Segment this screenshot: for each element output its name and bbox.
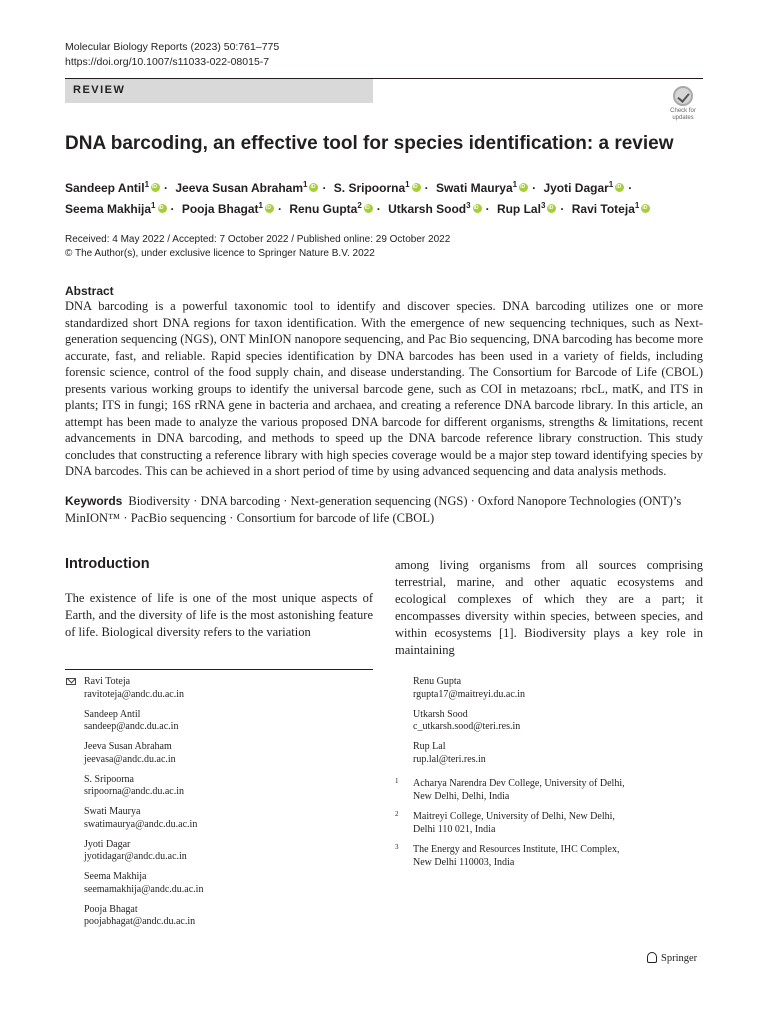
author-name: Sandeep Antil <box>65 181 145 195</box>
author-name: S. Sripoorna <box>333 181 406 195</box>
publication-dates <box>65 233 450 261</box>
affiliation-line: New Delhi 110003, India <box>413 856 515 868</box>
contact-list-right <box>395 676 715 774</box>
footnote-rule <box>65 669 373 670</box>
contact-entry <box>65 774 385 799</box>
affiliation-list <box>395 778 695 877</box>
author-entry[interactable] <box>182 202 274 216</box>
contact-name: Sandeep Antil <box>84 708 141 720</box>
author-entry[interactable] <box>543 181 624 195</box>
author-name: Ravi Toteja <box>571 202 635 216</box>
contact-email[interactable]: c_utkarsh.sood@teri.res.in <box>413 721 521 732</box>
author-separator: · <box>628 181 633 195</box>
author-entry[interactable] <box>572 202 651 216</box>
author-name: Pooja Bhagat <box>181 202 259 216</box>
journal-header <box>65 40 279 70</box>
author-separator: · <box>170 202 175 216</box>
author-affiliation-number: 1 <box>303 180 308 189</box>
contact-name: Rup Lal <box>413 741 446 752</box>
author-affiliation-number: 1 <box>258 201 263 210</box>
contact-name: Jyoti Dagar <box>84 838 131 850</box>
keywords-section <box>65 493 703 526</box>
author-separator: · <box>376 202 381 216</box>
header-rule <box>373 78 703 79</box>
author-name: Swati Maurya <box>435 181 513 195</box>
author-entry[interactable] <box>388 202 481 216</box>
check-updates-line1: Check for <box>670 108 696 114</box>
contact-list-left <box>65 676 385 936</box>
orcid-icon[interactable] <box>519 183 528 192</box>
check-updates-icon <box>673 86 693 106</box>
author-separator: · <box>164 181 169 195</box>
contact-entry <box>395 741 715 766</box>
article-title: DNA barcoding, an effective tool for species identification: a review <box>65 133 674 154</box>
contact-entry <box>395 676 715 701</box>
contact-email[interactable]: rup.lal@teri.res.in <box>413 753 486 765</box>
contact-entry <box>65 806 385 831</box>
author-separator: · <box>424 181 429 195</box>
orcid-icon[interactable] <box>412 183 421 192</box>
orcid-icon[interactable] <box>641 204 650 213</box>
contact-email[interactable]: seemamakhija@andc.du.ac.in <box>84 883 204 895</box>
contact-email[interactable]: sandeep@andc.du.ac.in <box>84 721 179 732</box>
affiliation-line: Acharya Narendra Dev College, University of Delhi, <box>413 778 625 789</box>
contact-name: Renu Gupta <box>413 676 462 687</box>
contact-name: Pooja Bhagat <box>84 903 138 915</box>
contact-entry <box>65 676 385 701</box>
author-entry[interactable] <box>65 181 160 195</box>
contact-email[interactable]: poojabhagat@andc.du.ac.in <box>84 916 196 927</box>
author-entry[interactable] <box>497 202 556 216</box>
contact-name: Jeeva Susan Abraham <box>84 741 172 752</box>
abstract-text: DNA barcoding is a powerful taxonomic tool to identify and discover species. DNA barcoding utilizes one or more standardized short DNA regions for taxon identification. With the emergence of new sequencing techniques, such as Next-generation sequencing (NGS), ONT MinION nanopore sequencing, and Pac Bio sequencing, DNA barcoding has become more accurate, fast, and reliable. Rapid species identification by DNA barcodes has been used in a variety of fields, including forensic science, control of the food supply chain, and disease understanding. The Consortium for Barcode of Life (CBOL) presents various working groups to identify the universal barcode gene, such as COI in metazoans; rbcL, matK, and ITS in plants; ITS in fungi; 16S rRNA gene in bacteria and archaea, and creating a reference DNA barcode library. In this article, an attempt has been made to analyze the various proposed DNA barcode for different organisms, strengths & limitations, recent advancements in DNA barcoding, and methods to speed up the DNA barcode reference library construction. This study concludes that constructing a reference library with high species coverage would be a major step toward identifying species by DNA barcodes. This can be achieved in a short period of time by using advanced sequencing and data analysis methods. <box>65 299 703 478</box>
contact-entry <box>65 871 385 896</box>
author-entry[interactable] <box>334 181 421 195</box>
affiliation-entry <box>395 811 695 836</box>
affiliation-line: New Delhi, Delhi, India <box>413 790 510 802</box>
orcid-icon[interactable] <box>158 204 167 213</box>
author-entry[interactable] <box>175 181 318 195</box>
orcid-icon[interactable] <box>364 204 373 213</box>
author-affiliation-number: 1 <box>151 201 156 210</box>
author-entry[interactable] <box>289 202 372 216</box>
author-affiliation-number: 1 <box>144 180 150 189</box>
publisher-name: Springer <box>661 953 698 964</box>
author-name: Utkarsh Sood <box>388 202 467 216</box>
affiliation-entry <box>395 778 695 803</box>
author-affiliation-number: 1 <box>608 180 614 189</box>
author-name: Seema Makhija <box>65 202 152 216</box>
contact-name: S. Sripoorna <box>84 773 134 785</box>
introduction-text-left: The existence of life is one of the most unique aspects of Earth, and the diversity of life is the most astonishing feature of life. Biological diversity refers to the variation <box>65 591 373 639</box>
contact-entry <box>395 709 715 734</box>
author-separator: · <box>485 202 490 216</box>
contact-entry <box>65 709 385 734</box>
publication-history: Received: 4 May 2022 / Accepted: 7 October 2022 / Published online: 29 October 2022 <box>65 234 451 245</box>
introduction-text-right: among living organisms from all sources comprising terrestrial, marine, and other aquatic ecosystems and ecological complexes of which they are a part; it encompasses diversity within species, between species, and within ecosystems [1]. Biodiversity plays a key role in maintaining <box>395 558 703 657</box>
author-name: Jyoti Dagar <box>543 181 609 195</box>
keywords-text: Biodiversity · DNA barcoding · Next-generation sequencing (NGS) · Oxford Nanopore Technologies (ONT)’s MinION™ · PacBio sequencing · Consortium for barcode of life (CBOL) <box>65 494 682 525</box>
author-name: Renu Gupta <box>289 202 358 216</box>
orcid-icon[interactable] <box>265 204 274 213</box>
orcid-icon[interactable] <box>473 204 482 213</box>
contact-entry <box>65 839 385 864</box>
contact-entry <box>65 904 385 929</box>
check-updates-line2: updates <box>672 115 694 121</box>
author-separator: · <box>560 202 565 216</box>
author-affiliation-number: 3 <box>466 201 471 210</box>
contact-email[interactable]: sripoorna@andc.du.ac.in <box>84 786 185 797</box>
journal-citation: Molecular Biology Reports (2023) 50:761–775 <box>65 41 280 53</box>
affiliation-entry <box>395 844 695 869</box>
springer-horse-icon <box>647 952 657 963</box>
orcid-icon[interactable] <box>615 183 624 192</box>
affiliation-number: 1 <box>395 777 399 785</box>
contact-entry <box>65 741 385 766</box>
introduction-heading: Introduction <box>65 556 150 572</box>
publisher-logo <box>647 952 697 964</box>
author-list <box>65 176 705 218</box>
author-affiliation-number: 2 <box>357 201 362 210</box>
doi-link[interactable]: https://doi.org/10.1007/s11033-022-08015-7 <box>65 56 270 68</box>
author-affiliation-number: 3 <box>540 201 546 210</box>
article-type-label: REVIEW <box>73 84 126 96</box>
contact-name: Seema Makhija <box>84 871 147 882</box>
affiliation-line: Delhi 110 021, India <box>413 823 496 835</box>
keywords-label: Keywords <box>65 494 123 508</box>
abstract-heading: Abstract <box>65 284 114 298</box>
author-separator: · <box>277 202 282 216</box>
contact-email[interactable]: jeevasa@andc.du.ac.in <box>84 753 176 765</box>
author-separator: · <box>322 181 327 195</box>
affiliation-line: The Energy and Resources Institute, IHC Complex, <box>413 844 620 855</box>
copyright-notice: © The Author(s), under exclusive licence to Springer Nature B.V. 2022 <box>65 248 375 259</box>
article-type-bar <box>65 78 373 103</box>
contact-email[interactable]: jyotidagar@andc.du.ac.in <box>84 851 187 862</box>
author-affiliation-number: 1 <box>512 180 518 189</box>
envelope-icon <box>66 678 76 685</box>
contact-name: Ravi Toteja <box>84 676 131 687</box>
author-separator: · <box>532 181 537 195</box>
author-name: Jeeva Susan Abraham <box>175 181 303 195</box>
author-affiliation-number: 1 <box>405 180 410 189</box>
contact-name: Utkarsh Sood <box>413 708 468 720</box>
check-for-updates-button[interactable] <box>664 84 702 124</box>
contact-email[interactable]: rgupta17@maitreyi.du.ac.in <box>413 688 526 700</box>
affiliation-number: 3 <box>395 843 399 851</box>
contact-email[interactable]: ravitoteja@andc.du.ac.in <box>84 688 184 700</box>
author-name: Rup Lal <box>496 202 541 216</box>
affiliation-line: Maitreyi College, University of Delhi, New Delhi, <box>413 811 615 822</box>
affiliation-number: 2 <box>395 810 399 818</box>
contact-email[interactable]: swatimaurya@andc.du.ac.in <box>84 818 198 830</box>
orcid-icon[interactable] <box>151 183 160 192</box>
author-affiliation-number: 1 <box>634 201 640 210</box>
author-entry[interactable] <box>436 181 528 195</box>
contact-name: Swati Maurya <box>84 806 141 817</box>
author-entry[interactable] <box>65 202 167 216</box>
